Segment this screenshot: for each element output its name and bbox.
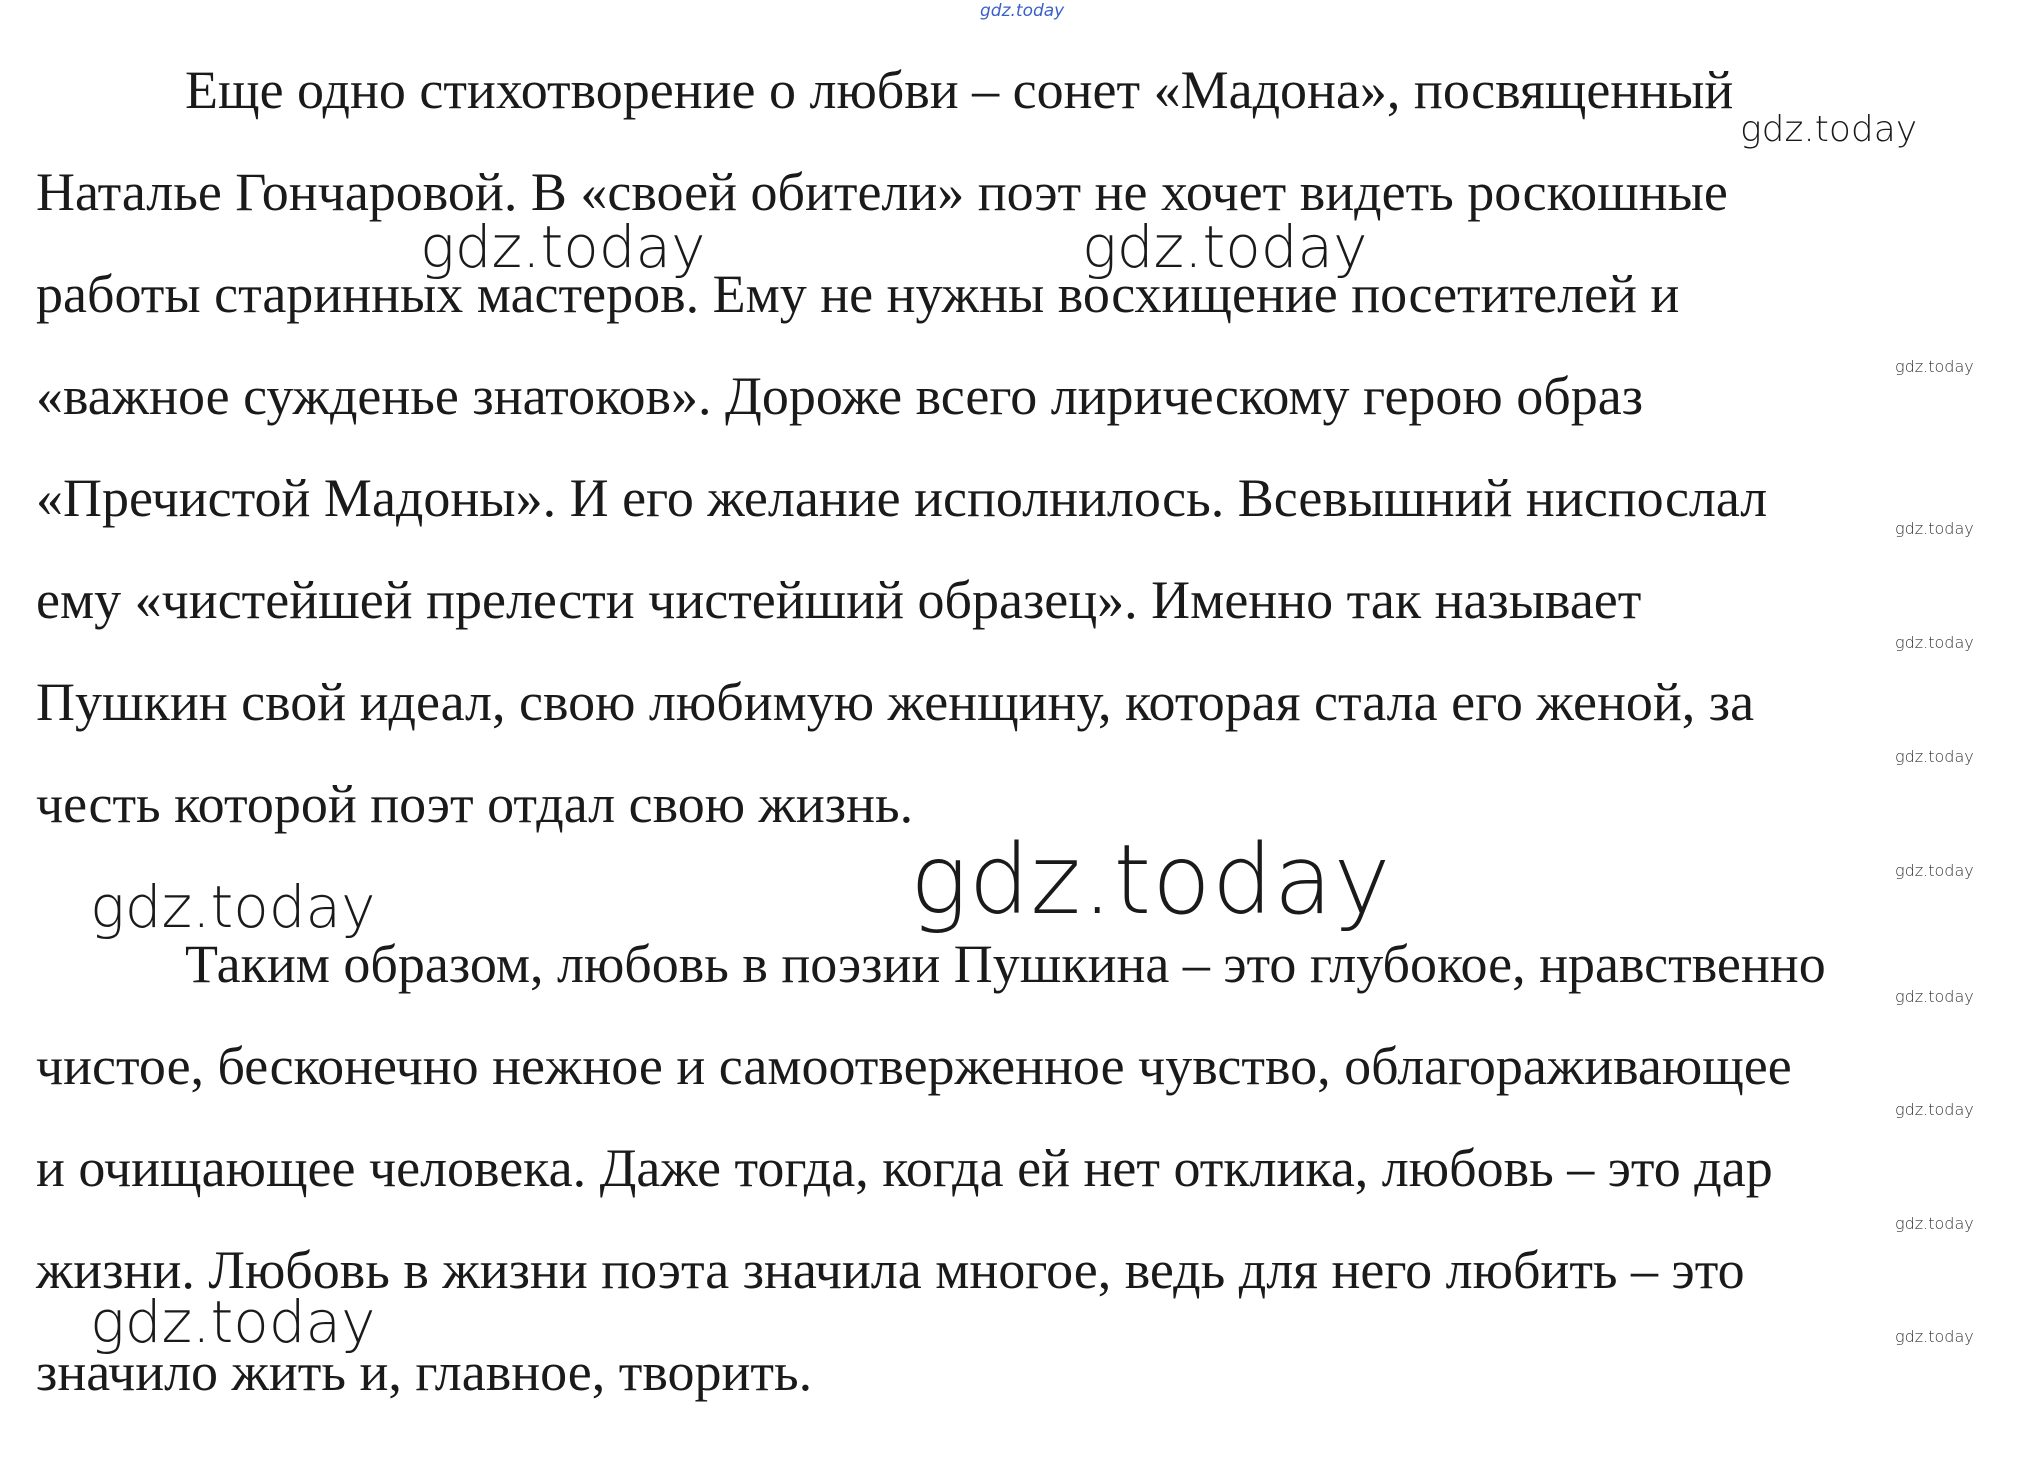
watermark: gdz.today (1895, 357, 1974, 376)
watermark: gdz.today (1895, 633, 1974, 652)
watermark: gdz.today (1895, 747, 1974, 766)
watermark: gdz.today (420, 213, 706, 281)
text-line: Пушкин свой идеал, свою любимую женщину, которая стала его женой, за (36, 672, 1755, 732)
watermark: gdz.today (1895, 519, 1974, 538)
text-line: Еще одно стихотворение о любви – сонет «Мадона», посвященный (185, 60, 1734, 120)
watermark: gdz.today (1895, 987, 1974, 1006)
text-line: значило жить и, главное, творить. (36, 1342, 813, 1402)
text-line: «Пречистой Мадоны». И его желание исполнилось. Всевышний ниспослал (36, 468, 1768, 528)
text-line: ему «чистейшей прелести чистейший образец». Именно так называет (36, 570, 1642, 630)
text-line: работы старинных мастеров. Ему не нужны восхищение посетителей и (36, 264, 1680, 324)
text-line: Наталье Гончаровой. В «своей обители» поэт не хочет видеть роскошные (36, 162, 1728, 222)
watermark: gdz.today (1740, 109, 1918, 150)
watermark: gdz.today (90, 873, 376, 941)
watermark: gdz.today (980, 1, 1065, 21)
text-line: честь которой поэт отдал свою жизнь. (36, 774, 914, 834)
watermark: gdz.today (1895, 1214, 1974, 1233)
text-line: чистое, бесконечно нежное и самоотверженное чувство, облагораживающее (36, 1036, 1792, 1096)
watermark: gdz.today (90, 1288, 376, 1356)
watermark: gdz.today (1895, 861, 1974, 880)
text-line: Таким образом, любовь в поэзии Пушкина – это глубокое, нравственно (185, 934, 1826, 994)
watermark: gdz.today (1082, 213, 1368, 281)
watermark: gdz.today (1895, 1100, 1974, 1119)
text-line: «важное сужденье знатоков». Дороже всего лирическому герою образ (36, 366, 1644, 426)
watermark: gdz.today (1895, 1327, 1974, 1346)
text-line: жизни. Любовь в жизни поэта значила многое, ведь для него любить – это (36, 1240, 1745, 1300)
text-line: и очищающее человека. Даже тогда, когда ей нет отклика, любовь – это дар (36, 1138, 1773, 1198)
watermark: gdz.today (910, 824, 1392, 936)
